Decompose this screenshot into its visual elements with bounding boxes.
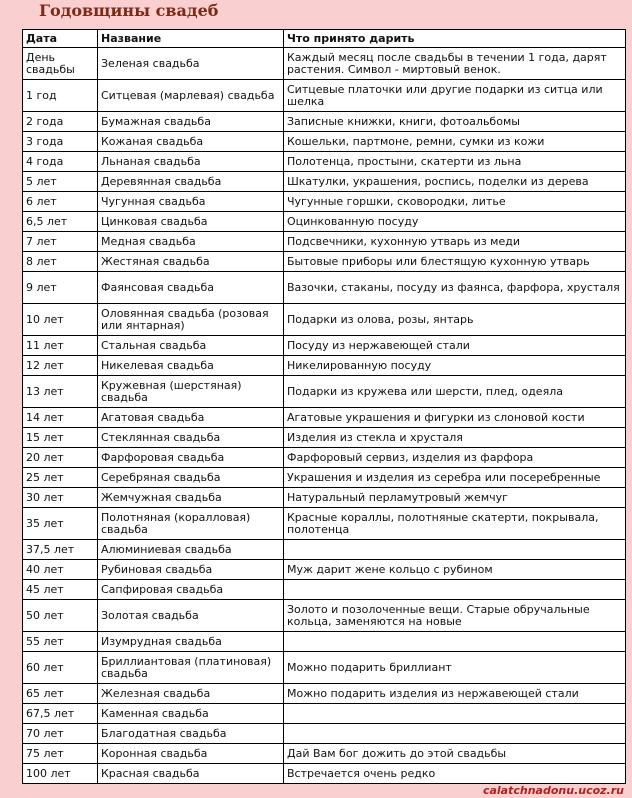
table-row — [23, 724, 626, 744]
name-cell: Стеклянная свадьба — [98, 428, 284, 448]
date-cell: 8 лет — [23, 252, 98, 272]
date-cell: 60 лет — [23, 652, 98, 684]
date-cell: 7 лет — [23, 232, 98, 252]
name-cell: Золотая свадьба — [98, 600, 284, 632]
date-cell: 14 лет — [23, 408, 98, 428]
gift-cell: Записные книжки, книги, фотоальбомы — [284, 112, 626, 132]
date-cell: 2 года — [23, 112, 98, 132]
table-row — [23, 704, 626, 724]
table-row — [23, 304, 626, 336]
name-cell: Жемчужная свадьба — [98, 488, 284, 508]
gift-cell: Подсвечники, кухонную утварь из меди — [284, 232, 626, 252]
anniversaries-table — [22, 29, 626, 784]
name-cell: Каменная свадьба — [98, 704, 284, 724]
name-cell: Изумрудная свадьба — [98, 632, 284, 652]
name-cell: Железная свадьба — [98, 684, 284, 704]
date-cell: 70 лет — [23, 724, 98, 744]
table-row — [23, 652, 626, 684]
name-cell: Серебряная свадьба — [98, 468, 284, 488]
table-row — [23, 356, 626, 376]
date-cell: 3 года — [23, 132, 98, 152]
table-row — [23, 272, 626, 304]
name-cell: Цинковая свадьба — [98, 212, 284, 232]
page-title: Годовщины свадеб — [39, 1, 219, 20]
name-cell: Бриллиантовая (платиновая) свадьба — [98, 652, 284, 684]
name-cell: Зеленая свадьба — [98, 48, 284, 80]
name-cell: Никелевая свадьба — [98, 356, 284, 376]
gift-cell: Агатовые украшения и фигурки из слоновой кости — [284, 408, 626, 428]
table-row — [23, 48, 626, 80]
gift-cell: Дай Вам бог дожить до этой свадьбы — [284, 744, 626, 764]
gift-cell: Посуду из нержавеющей стали — [284, 336, 626, 356]
table-row — [23, 560, 626, 580]
gift-cell: Шкатулки, украшения, роспись, поделки из дерева — [284, 172, 626, 192]
gift-cell: Натуральный перламутровый жемчуг — [284, 488, 626, 508]
date-cell: 65 лет — [23, 684, 98, 704]
name-cell: Чугунная свадьба — [98, 192, 284, 212]
date-cell: 1 год — [23, 80, 98, 112]
date-cell: 9 лет — [23, 272, 98, 304]
name-cell: Сапфировая свадьба — [98, 580, 284, 600]
table-row — [23, 580, 626, 600]
date-cell: 35 лет — [23, 508, 98, 540]
gift-cell: Золото и позолоченные вещи. Старые обручальные кольца, заменяются на новые — [284, 600, 626, 632]
date-cell: 13 лет — [23, 376, 98, 408]
date-cell: 67,5 лет — [23, 704, 98, 724]
table-row — [23, 192, 626, 212]
gift-cell — [284, 724, 626, 744]
gift-cell: Встречается очень редко — [284, 764, 626, 784]
gift-cell — [284, 704, 626, 724]
date-cell: День свадьбы — [23, 48, 98, 80]
table-row — [23, 232, 626, 252]
gift-cell: Ситцевые платочки или другие подарки из ситца или шелка — [284, 80, 626, 112]
date-cell: 55 лет — [23, 632, 98, 652]
name-cell: Коронная свадьба — [98, 744, 284, 764]
name-cell: Рубиновая свадьба — [98, 560, 284, 580]
table-row — [23, 764, 626, 784]
gift-cell: Украшения и изделия из серебра или посеребренные — [284, 468, 626, 488]
gift-cell: Можно подарить бриллиант — [284, 652, 626, 684]
site-watermark: calatchnadonu.ucoz.ru — [482, 784, 624, 797]
date-cell: 20 лет — [23, 448, 98, 468]
column-header-gift: Что принято дарить — [284, 30, 626, 48]
table-row — [23, 508, 626, 540]
date-cell: 11 лет — [23, 336, 98, 356]
gift-cell: Муж дарит жене кольцо с рубином — [284, 560, 626, 580]
table-row — [23, 448, 626, 468]
name-cell: Деревянная свадьба — [98, 172, 284, 192]
date-cell: 4 года — [23, 152, 98, 172]
table-row — [23, 488, 626, 508]
name-cell: Алюминиевая свадьба — [98, 540, 284, 560]
name-cell: Льнаная свадьба — [98, 152, 284, 172]
gift-cell: Чугунные горшки, сковородки, литье — [284, 192, 626, 212]
date-cell: 6,5 лет — [23, 212, 98, 232]
date-cell: 12 лет — [23, 356, 98, 376]
gift-cell: Подарки из кружева или шерсти, плед, одеяла — [284, 376, 626, 408]
table-row — [23, 336, 626, 356]
table-row — [23, 212, 626, 232]
gift-cell: Вазочки, стаканы, посуду из фаянса, фарфора, хрусталя — [284, 272, 626, 304]
name-cell: Кружевная (шерстяная) свадьба — [98, 376, 284, 408]
table-row — [23, 408, 626, 428]
gift-cell: Оцинкованную посуду — [284, 212, 626, 232]
gift-cell: Никелированную посуду — [284, 356, 626, 376]
name-cell: Ситцевая (марлевая) свадьба — [98, 80, 284, 112]
column-header-name: Название — [98, 30, 284, 48]
name-cell: Фаянсовая свадьба — [98, 272, 284, 304]
date-cell: 30 лет — [23, 488, 98, 508]
gift-cell: Кошельки, партмоне, ремни, сумки из кожи — [284, 132, 626, 152]
name-cell: Фарфоровая свадьба — [98, 448, 284, 468]
column-header-date: Дата — [23, 30, 98, 48]
date-cell: 45 лет — [23, 580, 98, 600]
name-cell: Красная свадьба — [98, 764, 284, 784]
date-cell: 40 лет — [23, 560, 98, 580]
table-row — [23, 132, 626, 152]
date-cell: 15 лет — [23, 428, 98, 448]
table-row — [23, 172, 626, 192]
date-cell: 6 лет — [23, 192, 98, 212]
table-row — [23, 540, 626, 560]
gift-cell: Красные кораллы, полотняные скатерти, покрывала, полотенца — [284, 508, 626, 540]
date-cell: 25 лет — [23, 468, 98, 488]
gift-cell — [284, 540, 626, 560]
table-header-row — [23, 30, 626, 48]
table-row — [23, 80, 626, 112]
name-cell: Стальная свадьба — [98, 336, 284, 356]
name-cell: Кожаная свадьба — [98, 132, 284, 152]
table-row — [23, 152, 626, 172]
gift-cell: Подарки из олова, розы, янтарь — [284, 304, 626, 336]
date-cell: 37,5 лет — [23, 540, 98, 560]
table-row — [23, 600, 626, 632]
table-row — [23, 428, 626, 448]
date-cell: 10 лет — [23, 304, 98, 336]
gift-cell: Можно подарить изделия из нержавеющей стали — [284, 684, 626, 704]
name-cell: Полотняная (коралловая) свадьба — [98, 508, 284, 540]
gift-cell — [284, 580, 626, 600]
table-row — [23, 684, 626, 704]
table-row — [23, 112, 626, 132]
gift-cell: Каждый месяц после свадьбы в течении 1 года, дарят растения. Символ - миртовый венок. — [284, 48, 626, 80]
name-cell: Агатовая свадьба — [98, 408, 284, 428]
table-row — [23, 468, 626, 488]
gift-cell: Полотенца, простыни, скатерти из льна — [284, 152, 626, 172]
table-row — [23, 376, 626, 408]
date-cell: 100 лет — [23, 764, 98, 784]
name-cell: Жестяная свадьба — [98, 252, 284, 272]
table-row — [23, 744, 626, 764]
name-cell: Благодатная свадьба — [98, 724, 284, 744]
gift-cell: Фарфоровый сервиз, изделия из фарфора — [284, 448, 626, 468]
gift-cell: Бытовые приборы или блестящую кухонную утварь — [284, 252, 626, 272]
name-cell: Медная свадьба — [98, 232, 284, 252]
gift-cell — [284, 632, 626, 652]
date-cell: 5 лет — [23, 172, 98, 192]
date-cell: 75 лет — [23, 744, 98, 764]
name-cell: Бумажная свадьба — [98, 112, 284, 132]
table-row — [23, 252, 626, 272]
table-body — [23, 48, 626, 784]
date-cell: 50 лет — [23, 600, 98, 632]
gift-cell: Изделия из стекла и хрусталя — [284, 428, 626, 448]
name-cell: Оловянная свадьба (розовая или янтарная) — [98, 304, 284, 336]
table-row — [23, 632, 626, 652]
